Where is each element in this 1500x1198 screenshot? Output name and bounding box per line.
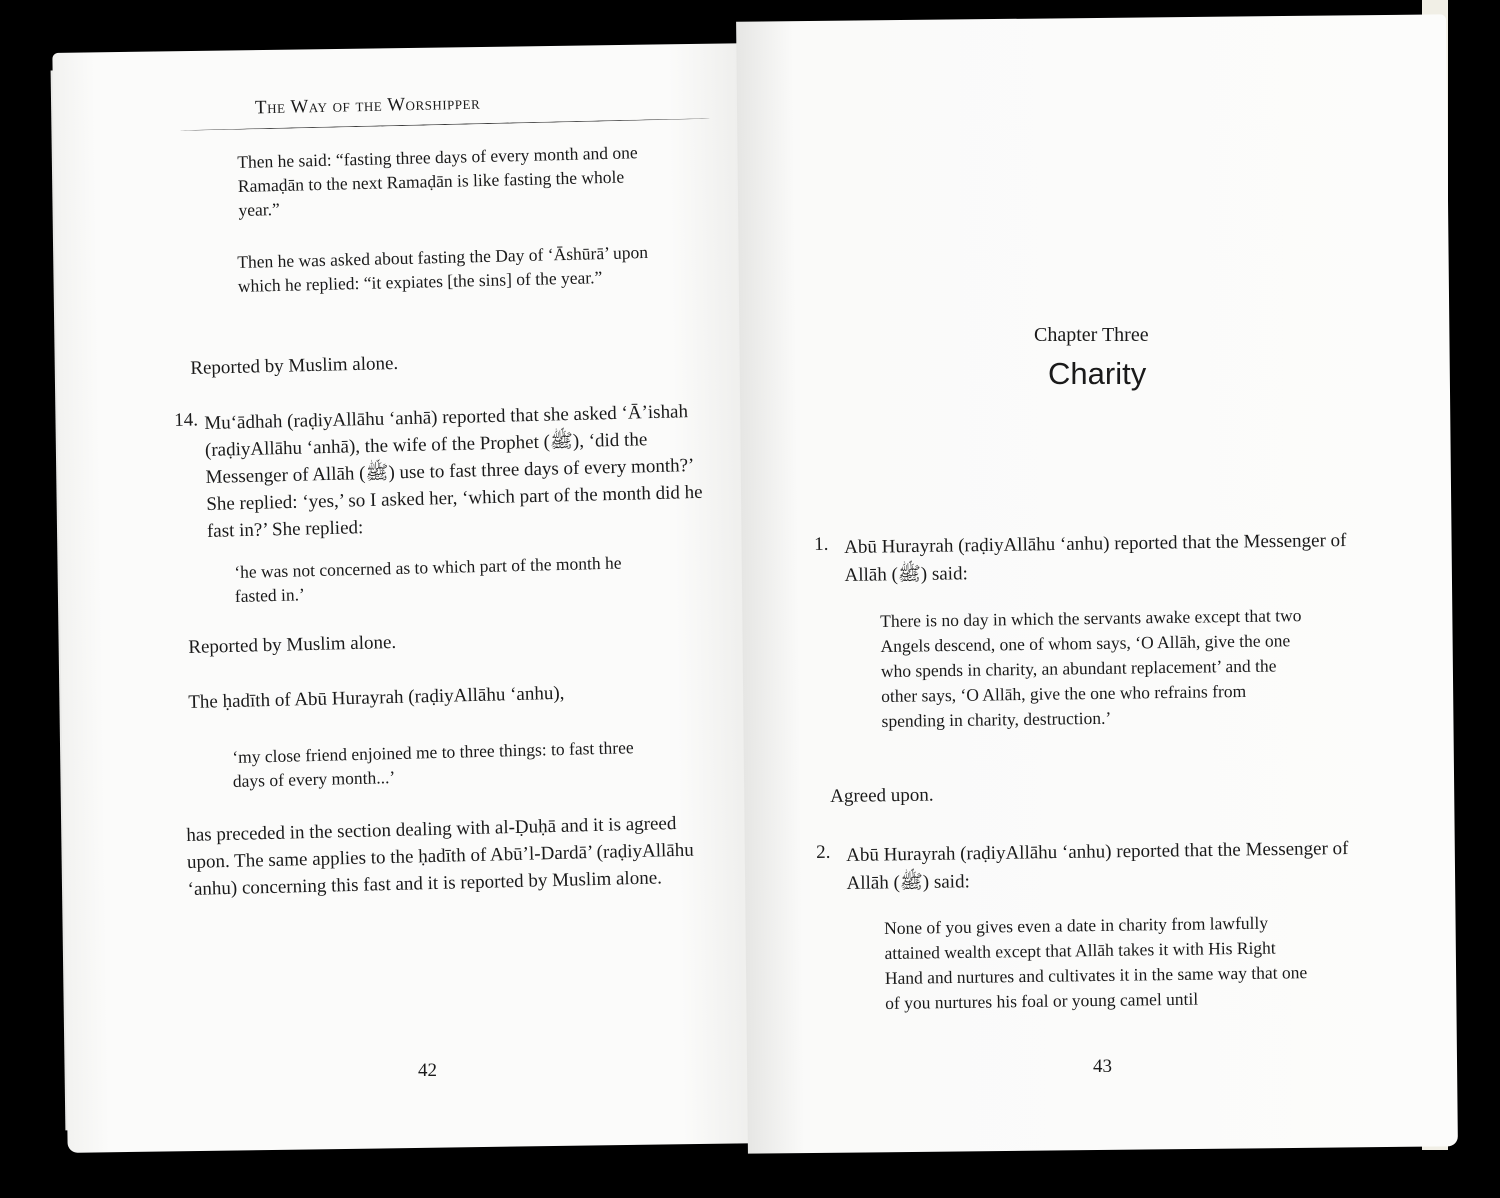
hadith-intro: The ḥadīth of Abū Hurayrah (raḍiyAllāhu ‘anhu), xyxy=(188,682,565,713)
quote-text: Then he was asked about fasting the Day of ‘Āshūrā’ upon which he replied: “it expiates [the sins] of the year.” xyxy=(237,241,649,296)
running-header: The Way of the Worshipper xyxy=(254,92,481,119)
chapter-label: Chapter Three xyxy=(1034,324,1149,346)
closing-paragraph: has preceded in the section dealing with al-Ḍuḥā and it is agreed upon. The same applies to the ḥadīth of Abū’l-Dardā’ (raḍiyAllāhu ‘anhu) concerning this fast and it is reported by Muslim alone. xyxy=(186,813,694,900)
chapter-title: Charity xyxy=(1048,356,1147,391)
hadith-text: Mu‘ādhah (raḍiyAllāhu ‘anhā) reported that she asked ‘Ā’ishah (raḍiyAllāhu ‘anhā), the wife of the Prophet (ﷺ), ‘did the Messenger of Allāh (ﷺ) use to fast three days of every month?’ She replied: ‘yes,’ so I asked her, ‘which part of the month did he fast in?’ She replied: xyxy=(204,401,703,542)
quote-text: Then he said: “fasting three days of every month and one Ramaḍān to the next Ramaḍān is like fasting the whole year.” xyxy=(237,142,638,220)
page-number: 42 xyxy=(418,1060,437,1081)
page-number: 43 xyxy=(1093,1056,1112,1077)
hadith-number: 2. xyxy=(816,841,831,863)
citation-text: Agreed upon. xyxy=(830,784,934,807)
hadith-number: 14. xyxy=(174,409,199,431)
quote-text: There is no day in which the servants awake except that two Angels descend, one of whom says, ‘O Allāh, give the one who spends in charity, an abundant replacement’ and the other says, ‘O Allāh, give the one who refrains from spending in charity, destruction.’ xyxy=(880,605,1302,731)
quote-text: None of you gives even a date in charity from lawfully attained wealth except that Allāh takes it with His Right Hand and nurtures and cultivates it in the same way that one of you nurtures his foal or young camel until xyxy=(884,912,1308,1013)
hadith-text: Abū Hurayrah (raḍiyAllāhu ‘anhu) reported that the Messenger of Allāh (ﷺ) said: xyxy=(846,837,1349,894)
hadith-text: Abū Hurayrah (raḍiyAllāhu ‘anhu) reported that the Messenger of Allāh (ﷺ) said: xyxy=(844,529,1347,586)
citation-text: Reported by Muslim alone. xyxy=(188,631,397,658)
hadith-number: 1. xyxy=(814,533,829,555)
quote-text: ‘my close friend enjoined me to three things: to fast three days of every month...’ xyxy=(232,737,634,791)
citation-text: Reported by Muslim alone. xyxy=(190,352,399,379)
quote-text: ‘he was not concerned as to which part of the month he fasted in.’ xyxy=(234,552,622,606)
